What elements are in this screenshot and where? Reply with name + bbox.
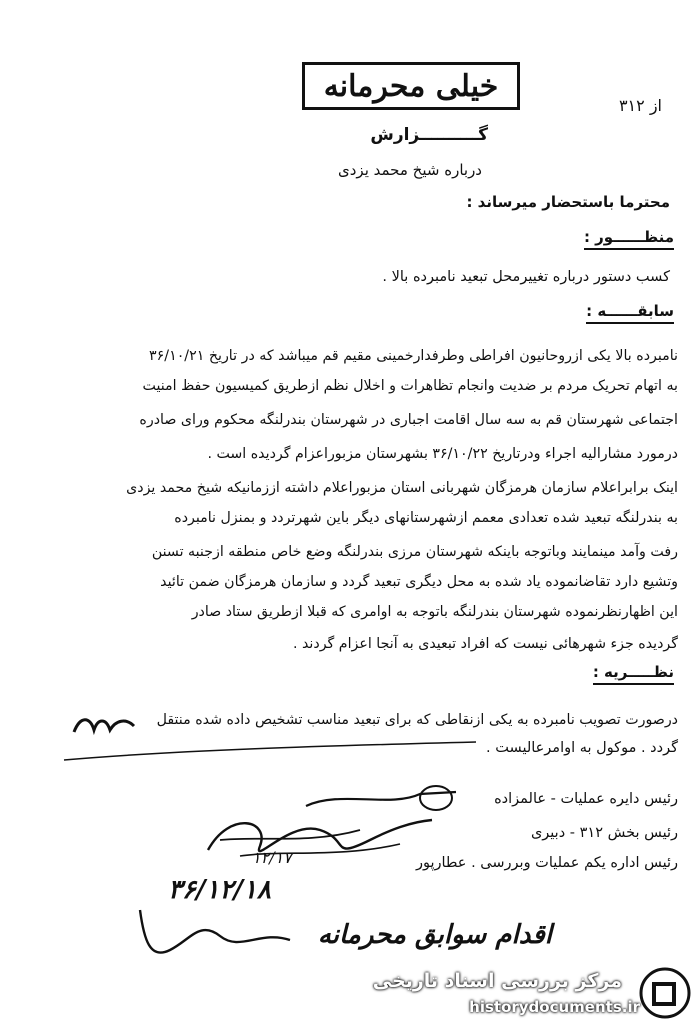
background-line: رفت وآمد مینمایند وباتوجه باینکه شهرستان مرزی بندرلنگه وضع خاص منطقه ازجنبه تسنن: [151, 544, 678, 560]
hand-underline: [60, 738, 480, 768]
signatory-line: رئیس بخش ۳۱۲ - دبیری: [530, 825, 678, 841]
signature-2: [200, 800, 440, 880]
background-line: وتشیع دارد تقاضانموده یاد شده به محل دیگری تبعید گردد و سازمان هرمزگان ضمن تائید: [160, 574, 678, 590]
handwritten-date-1: ۱۲/۱۷: [252, 848, 292, 867]
opinion-line: گردد . موکول به اوامرعالیست .: [486, 740, 678, 756]
opinion-line: درصورت تصویب نامبرده به یکی ازنقاطی که برای تبعید مناسب تشخیص داده شده منتقل: [156, 712, 678, 728]
handwritten-note: اقدام سوابق محرمانه: [317, 920, 552, 950]
background-line: این اظهارنظرنموده شهرستان بندرلنگه باتوجه به اوامری که قبلا ازطریق ستاد صادر: [191, 604, 678, 620]
signatory-line: رئیس دایره عملیات - عالمزاده: [494, 791, 678, 807]
signatory-line: رئیس اداره یکم عملیات وبررسی . عطارپور: [415, 855, 678, 871]
objective-text: کسب دستور درباره تغییرمحل تبعید نامبرده بالا .: [382, 269, 670, 285]
background-line: اجتماعی شهرستان قم به سه سال اقامت اجباری در شهرستان بندرلنگه محکوم ورای صادره: [139, 412, 678, 428]
archive-url: historydocuments.ir: [469, 998, 640, 1016]
background-line: درمورد مشارالیه اجراء ودرتاریخ ۳۶/۱۰/۲۲ بشهرستان مزبوراعزام گردیده است .: [207, 446, 678, 462]
signature-3: [130, 900, 300, 970]
archive-logo-icon: [638, 966, 692, 1020]
opinion-heading: نظـــــریه :: [593, 665, 674, 680]
objective-heading: منظــــــور :: [584, 230, 674, 245]
salutation: محترما باستحضار میرساند :: [466, 193, 670, 211]
handwritten-date-2: ۳۶/۱۲/۱۸: [168, 875, 271, 905]
classification-stamp: خیلی محرمانه: [302, 62, 520, 110]
archive-title: مرکز بررسی اسناد تاریخی: [372, 970, 622, 992]
reference-number: از ۳۱۲: [618, 96, 662, 115]
document-title: گــــــــــزارش: [370, 125, 488, 145]
document-subject: درباره شیخ محمد یزدی: [338, 161, 482, 179]
background-heading: سابقــــــه :: [586, 304, 674, 319]
background-line: به اتهام تحریک مردم بر ضدیت وانجام تظاهرات و اخلال نظم ازطریق کمیسیون حفظ امنیت: [142, 378, 678, 394]
background-line: گردیده جزء شهرهائی نیست که افراد تبعیدی به آنجا اعزام گردند .: [292, 636, 678, 652]
archive-watermark: [372, 950, 700, 1031]
background-line: نامبرده بالا یکی ازروحانیون افراطی وطرفدارخمینی مقیم قم میباشد که در تاریخ ۳۶/۱۰/۲۱: [149, 348, 678, 364]
background-line: به بندرلنگه تبعید شده تعدادی معمم ازشهرستانهای دیگر باین شهرتردد و بمنزل نامبرده: [174, 510, 678, 526]
background-line: اینک برابراعلام سازمان هرمزگان شهربانی استان مزبوراعلام داشته اززمانیکه شیخ محمد یزدی: [126, 480, 678, 496]
handwritten-word-mark: [70, 712, 140, 742]
